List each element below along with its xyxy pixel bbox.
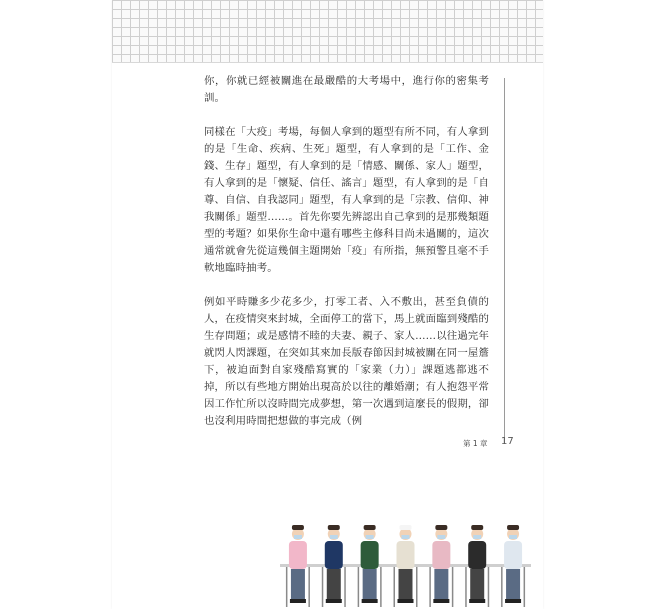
margin-rule [504, 78, 505, 443]
paragraph-1: 你，你就已經被關進在最嚴酷的大考場中，進行你的密集考訓。 [204, 75, 489, 104]
figure-worker-icon [465, 525, 489, 607]
chapter-label: 第 1 章 [463, 439, 488, 448]
figure-soldier-icon [358, 525, 382, 607]
figure-chef-icon [394, 525, 418, 607]
paragraph-3: 例如平時賺多少花多少，打零工者、入不敷出，甚至負債的人，在疫情突來封城，全面停工的當下，馬上就面臨到殘酷的生存問題；或是感情不睦的夫妻、親子、家人……以往過完年就閃人閃課題，在突如其來加長版春節因封城被關在同一屋簷下，被迫面對自家殘酷寫實的「家業（力）」課題逃都逃不掉，所以有些地方開始出現高於以往的離婚潮；有人抱怨平常因工作忙所以沒時間完成夢想，第一次遇到這麼長的假期，卻也沒利用時間把想做的事完成（例 [204, 296, 489, 427]
body-text [204, 73, 489, 447]
medical-staff-figures-icon [280, 512, 531, 609]
paragraph-2: 同樣在「大疫」考場，每個人拿到的題型有所不同，有人拿到的是「生命、疾病、生死」題型，有人拿到的是「工作、金錢、生存」題型，有人拿到的是「情感、關係、家人」題型，有人拿到的是「懷疑、信任、謠言」題型，有人拿到的是「自尊、自信、自我認同」題型，有人拿到的是「宗教、信仰、神我關係」題型……。首先你要先辨認出自己拿到的是那幾類題型的考題？如果你生命中還有哪些主修科目尚未過關的，這次通常就會先從這幾個主題開始「疫」有所指，無預警且毫不手軟地臨時抽考。 [204, 126, 489, 274]
figure-doctor-icon [501, 525, 525, 607]
figure-police-icon [322, 525, 346, 607]
book-page [112, 0, 543, 609]
grid-header-decoration [112, 0, 543, 63]
figure-nurse-icon [286, 525, 310, 607]
figure-nurse-2-icon [429, 525, 453, 607]
page-number: 17 [501, 436, 514, 447]
